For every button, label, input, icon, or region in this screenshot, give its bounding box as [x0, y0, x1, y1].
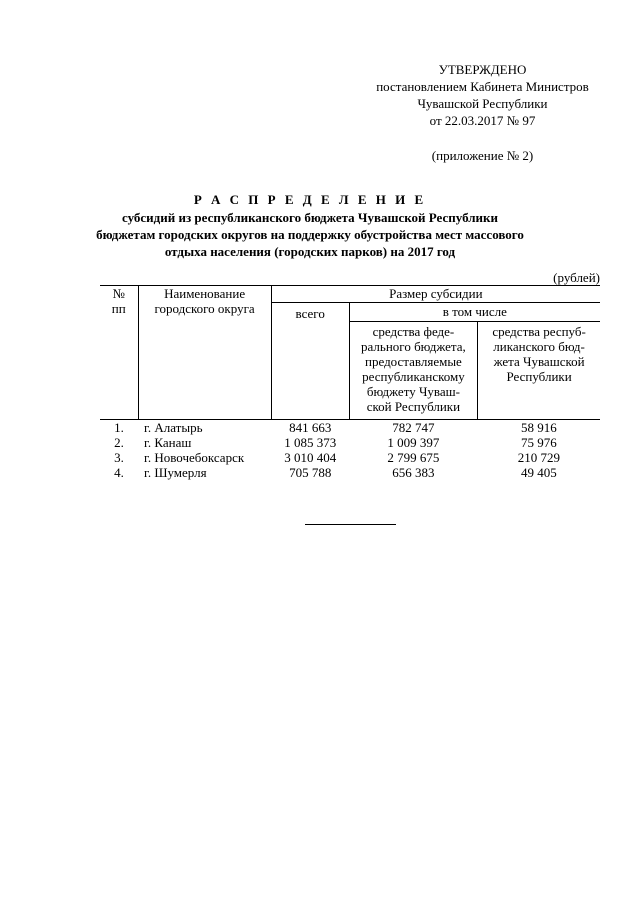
subsidies-table [100, 285, 600, 480]
approval-block [365, 61, 600, 164]
approval-region: Чувашской Республики [417, 96, 548, 111]
title-line-1: субсидий из республиканского бюджета Чувашской Республики [121, 210, 499, 225]
header-name-line2: городского округа [154, 301, 255, 316]
row-name: г. Канаш [144, 435, 192, 450]
row-federal: 656 383 [392, 465, 435, 480]
header-size: Размер субсидии [271, 286, 600, 303]
row-num: 4. [114, 465, 124, 480]
header-num-line2: пп [111, 301, 126, 316]
row-federal: 782 747 [392, 420, 435, 435]
header-num-line1: № [112, 286, 125, 301]
row-name: г. Новочебоксарск [144, 450, 245, 465]
table-row [100, 450, 600, 465]
units-label: (рублей) [553, 270, 600, 285]
table-row [100, 420, 600, 436]
header-name [138, 286, 271, 420]
approval-date-number: от 22.03.2017 № 97 [429, 113, 536, 128]
row-total: 705 788 [289, 465, 332, 480]
appendix-label: (приложение № 2) [431, 148, 534, 163]
header-republic: средства респуб- ликанского бюд- жета Чувашской Республики [478, 322, 600, 420]
row-name: г. Алатырь [144, 420, 203, 435]
header-total: всего [271, 303, 349, 420]
table-row [100, 465, 600, 480]
row-republic: 58 916 [520, 420, 557, 435]
row-total: 841 663 [289, 420, 332, 435]
row-num: 2. [114, 435, 124, 450]
header-federal: средства феде- рального бюджета, предоставляемые республиканскому бюджету Чуваш- ской Республики [349, 322, 477, 420]
document-title [80, 191, 540, 260]
row-republic: 210 729 [517, 450, 560, 465]
row-total: 3 010 404 [284, 450, 337, 465]
header-name-line1: Наименование [164, 286, 246, 301]
row-federal: 1 009 397 [387, 435, 440, 450]
table-row [100, 435, 600, 450]
end-separator-line [305, 524, 396, 525]
title-heading: Р А С П Р Е Д Е Л Е Н И Е [193, 192, 427, 207]
row-total: 1 085 373 [284, 435, 337, 450]
approval-issuer: постановлением Кабинета Министров [376, 79, 589, 94]
row-republic: 49 405 [520, 465, 557, 480]
row-num: 3. [114, 450, 124, 465]
header-including: в том числе [349, 303, 600, 322]
title-line-3: отдыха населения (городских парков) на 2017 год [164, 244, 456, 259]
row-name: г. Шумерля [144, 465, 207, 480]
row-federal: 2 799 675 [387, 450, 440, 465]
title-line-2: бюджетам городских округов на поддержку обустройства мест массового [96, 227, 524, 242]
header-num [100, 286, 138, 420]
approval-title: УТВЕРЖДЕНО [438, 62, 527, 77]
row-num: 1. [114, 420, 124, 435]
row-republic: 75 976 [520, 435, 557, 450]
